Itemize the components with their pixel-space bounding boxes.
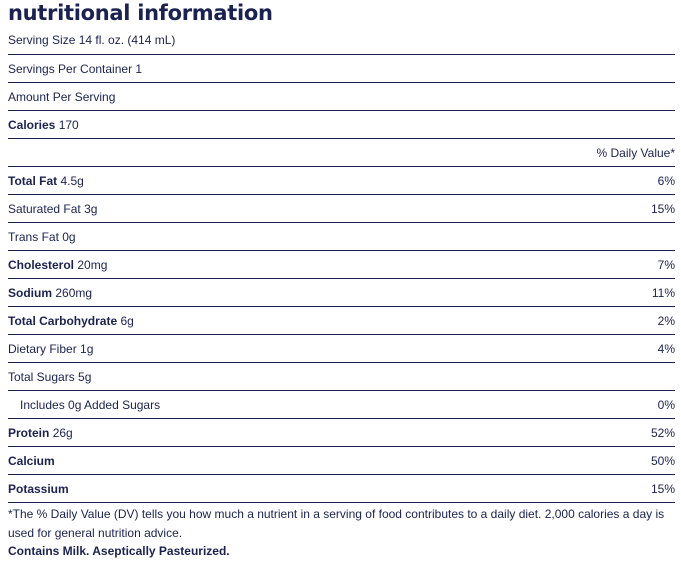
nutrient-name: Total Carbohydrate <box>8 313 118 328</box>
nutrient-label <box>8 174 84 188</box>
nutrient-label <box>8 454 55 468</box>
nutrient-dv: 2% <box>657 313 675 328</box>
nutrient-name: Cholesterol <box>8 257 75 272</box>
nutrient-label <box>8 370 91 384</box>
nutrient-dv: 52% <box>650 425 675 440</box>
nutrient-dv: 0% <box>657 397 675 412</box>
allergen-statement: Contains Milk. Aseptically Pasteurized. <box>8 544 230 558</box>
nutrient-amount: 6g <box>120 313 134 328</box>
nutrient-label <box>8 426 73 440</box>
nutrient-amount: 4.5g <box>60 173 84 188</box>
servings-per-container-text: Servings Per Container 1 <box>8 61 143 76</box>
nutrient-amount: 5g <box>78 369 92 384</box>
calories-value: 170 <box>58 117 79 132</box>
nutrient-label <box>8 286 92 300</box>
nutrient-row-total-sugars <box>8 363 675 391</box>
nutrient-label <box>8 202 97 216</box>
nutrient-label <box>8 258 107 272</box>
nutrient-row-added-sugars <box>8 391 675 419</box>
nutrient-row-sodium <box>8 279 675 307</box>
nutrient-row-potassium <box>8 475 675 503</box>
nutrient-dv: 11% <box>651 285 675 300</box>
nutrient-label <box>8 230 76 244</box>
nutrient-name: Sodium <box>8 285 52 300</box>
nutrient-amount: 1g <box>80 341 94 356</box>
nutrient-name: Potassium <box>8 481 69 496</box>
servings-per-container-row <box>8 55 675 83</box>
nutrient-label <box>8 398 160 412</box>
nutrient-amount: 3g <box>84 201 98 216</box>
calories-label-group <box>8 118 79 132</box>
nutrient-dv: 7% <box>657 257 675 272</box>
nutrient-row-dietary-fiber <box>8 335 675 363</box>
nutrient-name: Total Sugars <box>8 369 75 384</box>
daily-value-header: % Daily Value* <box>596 145 675 160</box>
panel-title: nutritional information <box>8 1 273 25</box>
nutrient-name: Protein <box>8 425 50 440</box>
nutrient-dv: 4% <box>657 341 675 356</box>
amount-per-serving-text: Amount Per Serving <box>8 89 116 104</box>
nutrient-amount: 26g <box>52 425 73 440</box>
nutrient-row-total-fat <box>8 167 675 195</box>
daily-value-header-row <box>8 139 675 167</box>
amount-per-serving-row <box>8 83 675 111</box>
nutrient-name: Calcium <box>8 453 55 468</box>
calories-row <box>8 111 675 139</box>
nutrient-dv: 6% <box>657 173 675 188</box>
nutrient-name: Total Fat <box>8 173 58 188</box>
nutrient-amount: 260mg <box>55 285 93 300</box>
nutrient-name: Dietary Fiber <box>8 341 77 356</box>
nutrient-amount: 20mg <box>77 257 108 272</box>
calories-label: Calories <box>8 117 56 132</box>
nutrient-label <box>8 482 69 496</box>
nutrient-dv: 15% <box>650 481 675 496</box>
nutrient-name: Trans Fat <box>8 229 59 244</box>
nutrient-name: Includes 0g Added Sugars <box>20 397 161 412</box>
nutrient-row-cholesterol <box>8 251 675 279</box>
nutrient-row-saturated-fat <box>8 195 675 223</box>
nutrient-label <box>8 314 134 328</box>
nutrient-row-protein <box>8 419 675 447</box>
serving-size-text: Serving Size 14 fl. oz. (414 mL) <box>8 32 176 47</box>
serving-size-row <box>8 25 675 55</box>
nutrient-row-total-carbohydrate <box>8 307 675 335</box>
nutrient-dv: 15% <box>650 201 675 216</box>
nutrient-dv: 50% <box>650 453 675 468</box>
nutrition-panel <box>8 0 675 559</box>
nutrient-name: Saturated Fat <box>8 201 81 216</box>
nutrient-label <box>8 342 93 356</box>
nutrient-row-calcium <box>8 447 675 475</box>
daily-value-footnote: *The % Daily Value (DV) tells you how much a nutrient in a serving of food contributes to a daily diet. 2,000 calories a day is used for general nutrition advice. <box>8 507 665 540</box>
nutrient-row-trans-fat <box>8 223 675 251</box>
nutrient-amount: 0g <box>62 229 76 244</box>
